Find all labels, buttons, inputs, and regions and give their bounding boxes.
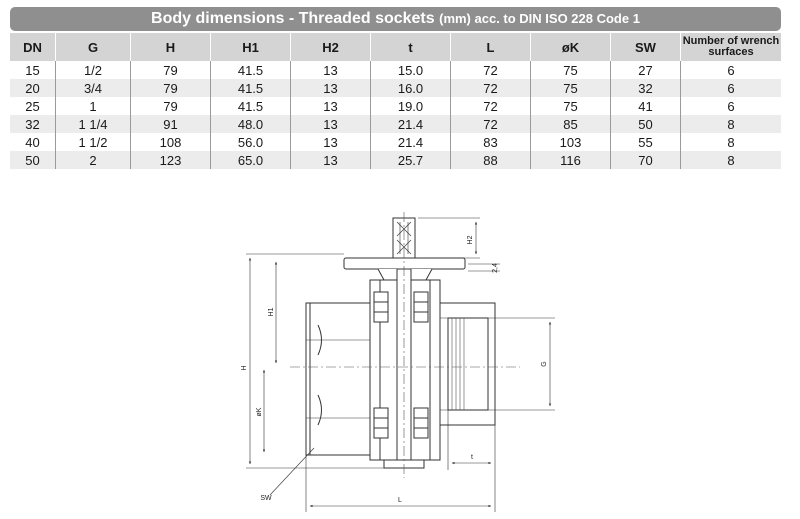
cell: 13 (291, 133, 371, 151)
cell: 32 (611, 79, 681, 97)
table-row (10, 79, 781, 97)
dimensions-table (10, 33, 781, 169)
cell: 13 (291, 79, 371, 97)
table-title: Body dimensions - Threaded sockets (151, 10, 435, 27)
header-wrench-surfaces: Number of wrench surfaces (681, 33, 781, 61)
cell: 8 (727, 134, 735, 150)
cell: 50 (611, 115, 681, 133)
label-h2: H2 (467, 235, 474, 245)
cell: 1/2 (56, 61, 131, 79)
cell: 13 (291, 61, 371, 79)
cell: 21.4 (371, 115, 451, 133)
cell: 16.0 (371, 79, 451, 97)
cell: 8 (681, 151, 781, 169)
label-t: t (471, 454, 473, 461)
cell: 15 (10, 61, 56, 79)
cell: 123 (131, 151, 211, 169)
cell: 6 (727, 62, 735, 78)
label-gap: 2,4 (492, 263, 499, 273)
cell: 55 (611, 133, 681, 151)
cell: 65.0 (211, 151, 291, 169)
cell: 72 (451, 79, 531, 97)
cell: 79 (131, 97, 211, 115)
cell: 32 (10, 115, 56, 133)
cell: 83 (451, 133, 531, 151)
cell: 41 (611, 97, 681, 115)
cell: 19.0 (371, 97, 451, 115)
cell: 48.0 (211, 115, 291, 133)
cell: 13 (291, 115, 371, 133)
cell: 3/4 (56, 79, 131, 97)
table-row (10, 133, 781, 151)
cell: 75 (531, 79, 611, 97)
cell: 79 (131, 61, 211, 79)
table-title-sub: (mm) acc. to DIN ISO 228 Code 1 (439, 11, 640, 26)
cell: 25 (10, 97, 56, 115)
label-h: H (241, 365, 248, 371)
header-sw: SW (611, 33, 681, 61)
cell: 85 (531, 115, 611, 133)
table-row (10, 115, 781, 133)
cell: 56.0 (211, 133, 291, 151)
cell: 25.7 (371, 151, 451, 169)
cell: 21.4 (371, 133, 451, 151)
cell: 1 1/4 (56, 115, 131, 133)
cell: 13 (291, 151, 371, 169)
header-h1: H1 (211, 33, 291, 61)
cell: 75 (531, 97, 611, 115)
cell: 41.5 (211, 61, 291, 79)
cell: 1 (56, 97, 131, 115)
cell: 116 (531, 151, 611, 169)
cell: 91 (131, 115, 211, 133)
cell: 72 (451, 115, 531, 133)
table-row (10, 61, 781, 79)
cell: 50 (10, 151, 56, 169)
cell: 70 (611, 151, 681, 169)
cell: 41.5 (211, 79, 291, 97)
cell: 27 (611, 61, 681, 79)
header-h: H (131, 33, 211, 61)
label-l: L (398, 497, 402, 504)
table-header-row (10, 33, 781, 61)
cell: 2 (56, 151, 131, 169)
cell: 15.0 (371, 61, 451, 79)
cell: 79 (131, 79, 211, 97)
cell: 72 (451, 97, 531, 115)
table-row (10, 97, 781, 115)
header-t: t (371, 33, 451, 61)
cell: 41.5 (211, 97, 291, 115)
table-title-bar (10, 7, 781, 31)
cell: 6 (727, 98, 735, 114)
cell: 20 (10, 79, 56, 97)
label-h1: H1 (268, 307, 275, 317)
label-k: øK (256, 407, 263, 417)
cell: 13 (291, 97, 371, 115)
label-g: G (541, 361, 548, 367)
cell: 103 (531, 133, 611, 151)
cell: 40 (10, 133, 56, 151)
cell: 88 (451, 151, 531, 169)
cell: 75 (531, 61, 611, 79)
header-l: L (451, 33, 531, 61)
table-row (10, 151, 781, 169)
cell: 8 (681, 115, 781, 133)
cell: 72 (451, 61, 531, 79)
header-dn: DN (10, 33, 56, 61)
header-g: G (56, 33, 131, 61)
header-k: øK (531, 33, 611, 61)
cell: 108 (131, 133, 211, 151)
header-h2: H2 (291, 33, 371, 61)
cell: 1 1/2 (56, 133, 131, 151)
label-sw: SW (260, 495, 272, 502)
cell: 6 (681, 79, 781, 97)
